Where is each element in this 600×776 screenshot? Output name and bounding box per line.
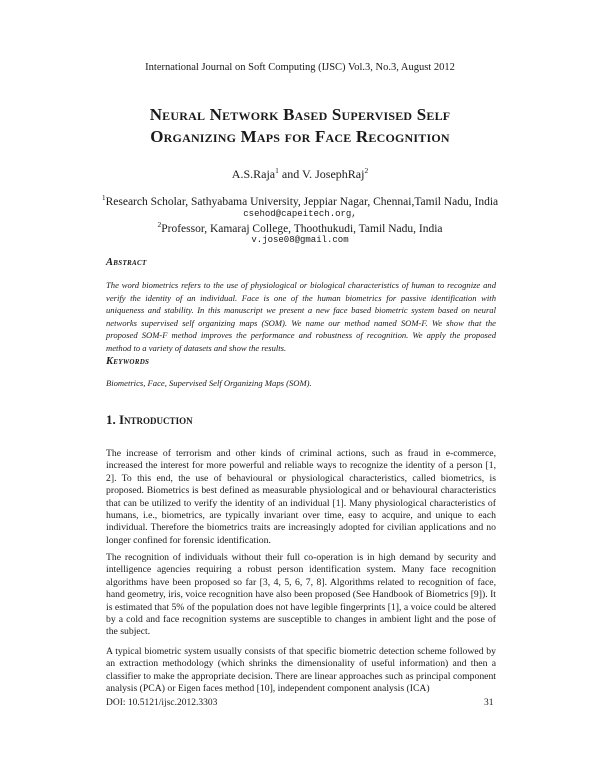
intro-paragraph-1: The increase of terrorism and other kinds of criminal actions, such as fraud in e-commerce, increased the interest for more powerful and reliable ways to recognize the identity of a person [1, 2]. To this end, the use of behavioural or physiological characteristics, called biometrics, is proposed. Biometrics is best defined as measurable physiological and or behavioural characteristics that can be utilized to verify the identity of an individual [1]. Many physiological characteristics of humans, i.e., biometrics, are typically invariant over time, easy to acquire, and unique to each individual. Therefore the biometrics traits are increasingly adopted for civilian applications and no longer confined for forensic identification.	[106, 448, 496, 546]
running-head: International Journal on Soft Computing (IJSC) Vol.3, No.3, August 2012	[145, 62, 455, 73]
doi: DOI: 10.5121/ijsc.2012.3303	[106, 698, 218, 708]
affiliation-1-mark: 1	[101, 193, 106, 202]
affiliation-2	[0, 220, 600, 235]
author-2-mark: 2	[364, 166, 369, 175]
author-1: A.S.Raja	[231, 167, 276, 181]
section-1-heading: 1. Introduction	[106, 412, 193, 427]
title-line-1: Neural Network Based Supervised Self	[149, 105, 451, 124]
abstract-heading: Abstract	[106, 257, 147, 268]
affiliation-2-text: Professor, Kamaraj College, Thoothukudi, Tamil Nadu, India	[161, 222, 443, 235]
page-number: 31	[484, 698, 494, 708]
intro-paragraph-2: The recognition of individuals without their full co-operation is in high demand by security and intelligence agencies requiring a robust person identification system. Many face recognition algorithms have been proposed so far [3, 4, 5, 6, 7, 8]. Algorithms related to recognition of face, hand geometry, iris, voice recognition have also been proposed (See Handbook of Biometrics [9]). It is estimated that 5% of the population does not have legible fingerprints [1], a voice could be altered by a cold and face recognition systems are susceptible to changes in ambient light and the pose of the subject.	[106, 552, 496, 638]
abstract-text: The word biometrics refers to the use of physiological or biological characteristics of human to recognize and verify the identity of an individual. Face is one of the human biometrics for passive identification with uniqueness and stability. In this manuscript we present a new face based biometric system based on neural networks supervised self organizing maps (SOM). We name our method named SOM-F. We show that the proposed SOM-F method improves the performance and robustness of recognition. We apply the proposed method to a variety of datasets and show the results.	[106, 280, 496, 353]
author-2: V. JosephRaj	[302, 167, 365, 181]
keywords-heading: Keywords	[106, 356, 150, 367]
paper-title	[60, 104, 540, 148]
affiliation-1-text: Research Scholar, Sathyabama University, Jeppiar Nagar, Chennai,Tamil Nadu, India	[105, 195, 499, 208]
title-line-2: Organizing Maps for Face Recognition	[150, 127, 450, 146]
affiliation-2-mark: 2	[157, 220, 162, 229]
keywords-text: Biometrics, Face, Supervised Self Organizing Maps (SOM).	[106, 378, 312, 388]
intro-paragraph-3: A typical biometric system usually consists of that specific biometric detection scheme followed by an extraction methodology (which shrinks the dimensionality of useful information) and then a classifier to make the appropriate decision. There are linear approaches such as principal component analysis (PCA) or Eigen faces method [10], independent component analysis (ICA)	[106, 646, 496, 695]
affiliation-1	[0, 193, 600, 208]
author-1-mark: 1	[275, 166, 279, 175]
author-line	[0, 166, 600, 182]
affiliation-1-email: csehod@capeitech.org,	[243, 209, 357, 219]
author-conjunction: and	[278, 167, 302, 181]
affiliation-2-email: v.jose08@gmail.com	[251, 235, 349, 245]
